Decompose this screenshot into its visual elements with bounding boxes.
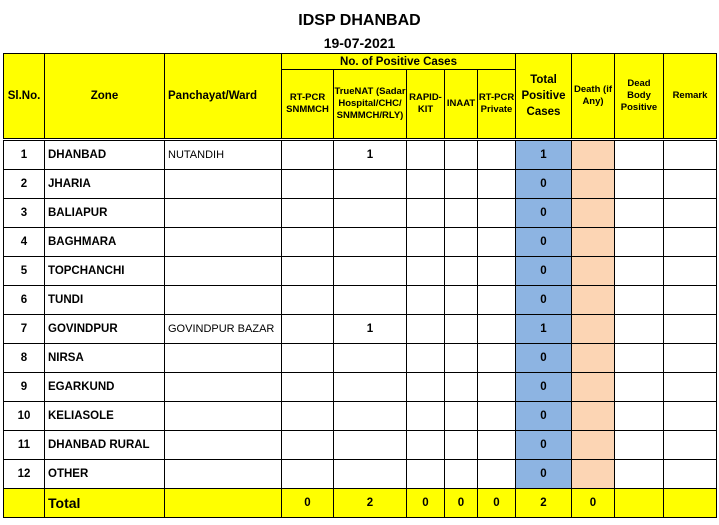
row-death (572, 228, 615, 257)
row-rtpcr (282, 344, 334, 373)
row-deadbody (615, 286, 664, 315)
row-slno: 7 (4, 315, 45, 344)
row-truenat (334, 344, 407, 373)
row-slno: 1 (4, 140, 45, 170)
table-row (4, 315, 717, 344)
row-deadbody (615, 228, 664, 257)
row-inaat (445, 170, 478, 199)
total-label: Total (45, 489, 165, 518)
row-truenat (334, 228, 407, 257)
row-rtpcr (282, 257, 334, 286)
row-total: 0 (516, 286, 572, 315)
row-panchayat (165, 199, 282, 228)
row-truenat: 1 (334, 140, 407, 170)
row-rapid (407, 199, 445, 228)
row-panchayat (165, 431, 282, 460)
row-deadbody (615, 315, 664, 344)
row-private (478, 431, 516, 460)
report-date: 19-07-2021 (323, 35, 396, 51)
header-death: Death (if Any) (572, 54, 615, 140)
row-total: 0 (516, 460, 572, 489)
row-panchayat (165, 344, 282, 373)
row-truenat: 1 (334, 315, 407, 344)
row-zone: JHARIA (45, 170, 165, 199)
row-zone: EGARKUND (45, 373, 165, 402)
table-row (4, 460, 717, 489)
row-remark (664, 402, 717, 431)
row-remark (664, 460, 717, 489)
row-private (478, 140, 516, 170)
row-rtpcr (282, 228, 334, 257)
table-row (4, 199, 717, 228)
row-total: 0 (516, 257, 572, 286)
row-slno: 6 (4, 286, 45, 315)
row-deadbody (615, 460, 664, 489)
row-panchayat (165, 257, 282, 286)
header-rtpcr-private: RT-PCR Private (478, 70, 516, 140)
row-total: 0 (516, 373, 572, 402)
row-deadbody (615, 431, 664, 460)
row-death (572, 402, 615, 431)
row-total: 0 (516, 402, 572, 431)
row-death (572, 373, 615, 402)
row-rapid (407, 402, 445, 431)
row-remark (664, 315, 717, 344)
row-zone: KELIASOLE (45, 402, 165, 431)
table-row (4, 228, 717, 257)
row-panchayat (165, 286, 282, 315)
row-private (478, 199, 516, 228)
row-rapid (407, 228, 445, 257)
row-rtpcr (282, 373, 334, 402)
row-rapid (407, 431, 445, 460)
row-rtpcr (282, 170, 334, 199)
row-rtpcr (282, 460, 334, 489)
table-row (4, 431, 717, 460)
header-remark: Remark (664, 54, 717, 140)
row-rapid (407, 257, 445, 286)
row-remark (664, 228, 717, 257)
row-private (478, 460, 516, 489)
row-panchayat (165, 373, 282, 402)
total-death: 0 (572, 489, 615, 518)
row-truenat (334, 257, 407, 286)
header-zone: Zone (45, 54, 165, 140)
row-panchayat (165, 402, 282, 431)
table-row (4, 170, 717, 199)
table-row (4, 373, 717, 402)
row-zone: GOVINDPUR (45, 315, 165, 344)
row-death (572, 315, 615, 344)
row-slno: 10 (4, 402, 45, 431)
row-panchayat (165, 460, 282, 489)
row-total: 0 (516, 199, 572, 228)
row-panchayat: GOVINDPUR BAZAR (165, 315, 282, 344)
cases-table (3, 53, 717, 518)
row-private (478, 373, 516, 402)
row-death (572, 431, 615, 460)
row-total: 0 (516, 228, 572, 257)
header-panchayat: Panchayat/Ward (165, 54, 282, 140)
row-inaat (445, 315, 478, 344)
row-inaat (445, 373, 478, 402)
row-zone: TOPCHANCHI (45, 257, 165, 286)
header-slno: Sl.No. (4, 54, 45, 140)
total-inaat: 0 (445, 489, 478, 518)
row-inaat (445, 257, 478, 286)
row-truenat (334, 460, 407, 489)
row-panchayat (165, 170, 282, 199)
row-slno: 11 (4, 431, 45, 460)
row-inaat (445, 140, 478, 170)
row-slno: 9 (4, 373, 45, 402)
table-row (4, 257, 717, 286)
report-title: IDSP DHANBAD (298, 12, 421, 29)
total-rtpcr: 0 (282, 489, 334, 518)
row-deadbody (615, 402, 664, 431)
row-remark (664, 344, 717, 373)
row-inaat (445, 286, 478, 315)
row-death (572, 344, 615, 373)
row-truenat (334, 286, 407, 315)
row-inaat (445, 460, 478, 489)
total-truenat: 2 (334, 489, 407, 518)
row-private (478, 170, 516, 199)
total-deadbody (615, 489, 664, 518)
row-rapid (407, 344, 445, 373)
row-rapid (407, 286, 445, 315)
row-rapid (407, 373, 445, 402)
row-rapid (407, 170, 445, 199)
header-positive-cases-group: No. of Positive Cases (282, 54, 516, 70)
table-row (4, 344, 717, 373)
row-remark (664, 199, 717, 228)
row-zone: BAGHMARA (45, 228, 165, 257)
row-deadbody (615, 140, 664, 170)
row-private (478, 286, 516, 315)
row-private (478, 344, 516, 373)
row-zone: TUNDI (45, 286, 165, 315)
row-rtpcr (282, 315, 334, 344)
row-remark (664, 140, 717, 170)
row-rtpcr (282, 140, 334, 170)
row-panchayat: NUTANDIH (165, 140, 282, 170)
row-inaat (445, 344, 478, 373)
row-total: 1 (516, 140, 572, 170)
row-death (572, 170, 615, 199)
row-rapid (407, 460, 445, 489)
row-slno: 8 (4, 344, 45, 373)
row-inaat (445, 402, 478, 431)
total-private: 0 (478, 489, 516, 518)
row-slno: 12 (4, 460, 45, 489)
row-truenat (334, 170, 407, 199)
row-private (478, 315, 516, 344)
row-death (572, 286, 615, 315)
row-zone: NIRSA (45, 344, 165, 373)
row-inaat (445, 431, 478, 460)
row-death (572, 199, 615, 228)
row-deadbody (615, 199, 664, 228)
row-private (478, 228, 516, 257)
row-zone: OTHER (45, 460, 165, 489)
row-truenat (334, 373, 407, 402)
row-total: 0 (516, 344, 572, 373)
row-remark (664, 431, 717, 460)
row-rtpcr (282, 199, 334, 228)
row-panchayat (165, 228, 282, 257)
header-rapid-kit: RAPID-KIT (407, 70, 445, 140)
table-row (4, 286, 717, 315)
header-rtpcr-snmmch: RT-PCR SNMMCH (282, 70, 334, 140)
header-truenat: TrueNAT (Sadar Hospital/CHC/ SNMMCH/RLY) (334, 70, 407, 140)
row-inaat (445, 199, 478, 228)
row-total: 0 (516, 170, 572, 199)
row-deadbody (615, 344, 664, 373)
row-truenat (334, 199, 407, 228)
row-remark (664, 373, 717, 402)
header-inaat: INAAT (445, 70, 478, 140)
header-total-positive: Total Positive Cases (516, 54, 572, 140)
row-rtpcr (282, 286, 334, 315)
row-rtpcr (282, 402, 334, 431)
row-slno: 2 (4, 170, 45, 199)
row-slno: 5 (4, 257, 45, 286)
row-remark (664, 286, 717, 315)
table-row (4, 402, 717, 431)
row-rapid (407, 315, 445, 344)
row-zone: DHANBAD (45, 140, 165, 170)
row-private (478, 257, 516, 286)
row-death (572, 460, 615, 489)
row-rtpcr (282, 431, 334, 460)
row-total: 0 (516, 431, 572, 460)
row-truenat (334, 431, 407, 460)
total-rapid: 0 (407, 489, 445, 518)
row-zone: BALIAPUR (45, 199, 165, 228)
row-remark (664, 257, 717, 286)
row-slno: 4 (4, 228, 45, 257)
row-rapid (407, 140, 445, 170)
row-slno: 3 (4, 199, 45, 228)
row-death (572, 140, 615, 170)
total-remark (664, 489, 717, 518)
row-deadbody (615, 257, 664, 286)
row-inaat (445, 228, 478, 257)
row-truenat (334, 402, 407, 431)
row-deadbody (615, 170, 664, 199)
row-remark (664, 170, 717, 199)
row-total: 1 (516, 315, 572, 344)
table-row (4, 140, 717, 170)
row-death (572, 257, 615, 286)
row-zone: DHANBAD RURAL (45, 431, 165, 460)
total-positive: 2 (516, 489, 572, 518)
row-deadbody (615, 373, 664, 402)
row-private (478, 402, 516, 431)
header-dead-body-positive: Dead Body Positive (615, 54, 664, 140)
